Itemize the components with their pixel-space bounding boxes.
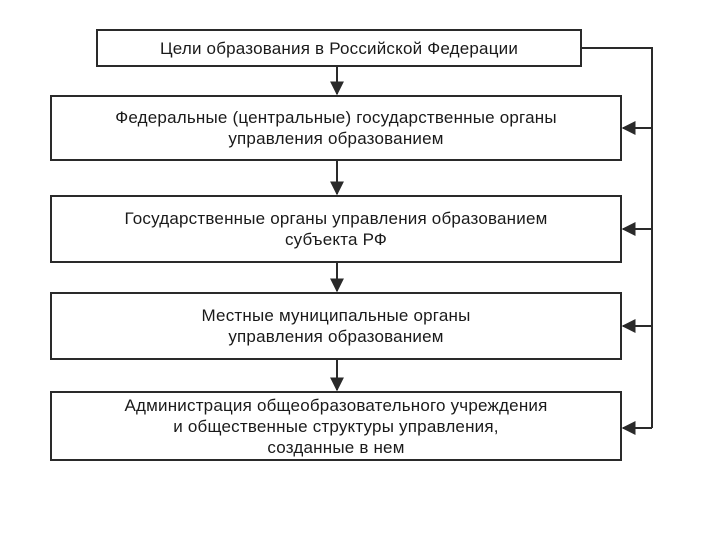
node-admin-line-1: Администрация общеобразовательного учреждения <box>124 395 548 415</box>
node-regional-line-2: субъекта РФ <box>284 230 388 249</box>
node-federal-line-2: управления образованием <box>228 129 444 148</box>
node-regional-line-1: Государственные органы управления образованием <box>124 209 548 228</box>
node-municipal <box>50 292 622 360</box>
node-federal <box>50 95 622 161</box>
node-regional <box>50 195 622 263</box>
node-municipal-line-1: Местные муниципальные органы <box>201 306 471 325</box>
node-goals-line-1: Цели образования в Российской Федерации <box>159 38 519 58</box>
node-admin-line-3: созданные в нем <box>267 437 405 457</box>
node-goals <box>96 29 582 67</box>
node-admin <box>50 391 622 461</box>
node-admin-line-2: и общественные структуры управления, <box>173 416 499 436</box>
node-federal-line-1: Федеральные (центральные) государственные органы <box>115 108 557 127</box>
node-municipal-line-2: управления образованием <box>228 327 444 346</box>
